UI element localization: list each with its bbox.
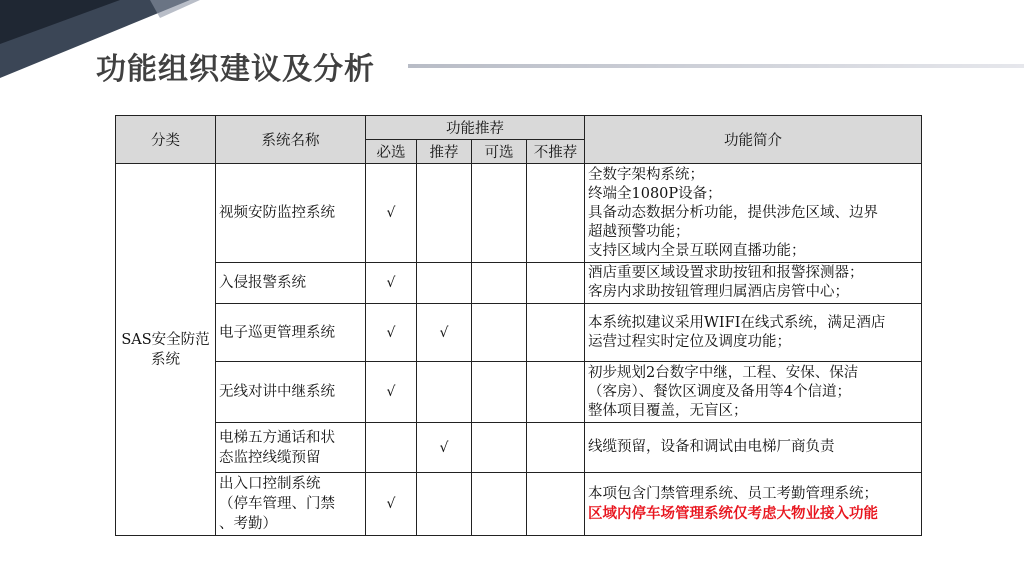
system-name: 态监控线缆预留	[219, 449, 321, 466]
category-label: 系统	[151, 351, 180, 368]
mark-not-recommended	[527, 164, 585, 263]
table-row	[116, 304, 922, 362]
mark-recommended: √	[417, 304, 472, 362]
table-row	[116, 164, 922, 263]
system-name-cell	[216, 423, 366, 473]
mark-required: √	[366, 263, 417, 304]
mark-recommended	[417, 362, 472, 423]
table-row	[116, 263, 922, 304]
system-name-cell	[216, 263, 366, 304]
mark-optional	[472, 473, 527, 536]
mark-required: √	[366, 164, 417, 263]
table-row	[116, 362, 922, 423]
description-cell	[585, 304, 922, 362]
mark-recommended	[417, 263, 472, 304]
mark-recommended: √	[417, 423, 472, 473]
header-not-recommended: 不推荐	[527, 140, 585, 164]
description-cell	[585, 263, 922, 304]
header-recommendation: 功能推荐	[366, 116, 585, 140]
title-divider	[408, 64, 1024, 68]
system-name-cell	[216, 362, 366, 423]
mark-optional	[472, 263, 527, 304]
mark-not-recommended	[527, 473, 585, 536]
system-name: 无线对讲中继系统	[219, 384, 335, 400]
description-line: 全数字架构系统；	[588, 166, 704, 183]
system-name: 电子巡更管理系统	[219, 324, 335, 341]
table-row	[116, 423, 922, 473]
mark-optional	[472, 362, 527, 423]
system-name: 电梯五方通话和状	[219, 429, 335, 446]
mark-required: √	[366, 304, 417, 362]
highlight-note: 区域内停车场管理系统仅考虑大物业接入功能	[588, 505, 878, 522]
description-line: 酒店重要区域设置求助按钮和报警探测器；	[588, 265, 864, 281]
mark-required: √	[366, 362, 417, 423]
header-optional: 可选	[472, 140, 527, 164]
description-line: 支持区域内全景互联网直播功能；	[588, 242, 806, 259]
system-name-cell	[216, 304, 366, 362]
description-line: 线缆预留，设备和调试由电梯厂商负责	[588, 439, 835, 455]
description-line: 终端全1080P设备；	[588, 185, 722, 202]
mark-required: √	[366, 473, 417, 536]
system-name: 视频安防监控系统	[219, 205, 335, 221]
mark-recommended	[417, 164, 472, 263]
system-name: 入侵报警系统	[219, 275, 306, 291]
mark-not-recommended	[527, 423, 585, 473]
description-line: 初步规划2台数字中继，工程、安保、保洁	[588, 364, 859, 381]
mark-optional	[472, 423, 527, 473]
description-cell	[585, 362, 922, 423]
description-cell	[585, 164, 922, 263]
description-line: （客房）、餐饮区调度及备用等4个信道；	[588, 383, 851, 400]
header-description: 功能简介	[585, 116, 922, 164]
mark-required	[366, 423, 417, 473]
mark-not-recommended	[527, 304, 585, 362]
system-name: 、考勤）	[219, 516, 277, 532]
description-cell	[585, 473, 922, 536]
description-line: 本项包含门禁管理系统、员工考勤管理系统；	[588, 486, 878, 502]
category-cell	[116, 164, 216, 536]
mark-optional	[472, 304, 527, 362]
mark-recommended	[417, 473, 472, 536]
description-cell	[585, 423, 922, 473]
page-title: 功能组织建议及分析	[96, 52, 375, 87]
description-line: 运营过程实时定位及调度功能；	[588, 333, 791, 350]
mark-not-recommended	[527, 263, 585, 304]
system-name: 出入口控制系统	[219, 476, 321, 492]
description-line: 具备动态数据分析功能，提供涉危区域、边界	[588, 204, 878, 221]
function-matrix-table	[115, 115, 922, 536]
header-required: 必选	[366, 140, 417, 164]
description-line: 超越预警功能；	[588, 223, 690, 240]
system-name-cell	[216, 164, 366, 263]
mark-not-recommended	[527, 362, 585, 423]
header-system-name: 系统名称	[216, 116, 366, 164]
header-recommended: 推荐	[417, 140, 472, 164]
description-line: 整体项目覆盖，无盲区；	[588, 402, 748, 419]
table-row	[116, 473, 922, 536]
system-name: （停车管理、门禁	[219, 496, 335, 512]
description-line: 客房内求助按钮管理归属酒店房管中心；	[588, 284, 849, 300]
description-line: 本系统拟建议采用WIFI在线式系统，满足酒店	[588, 314, 886, 331]
category-label: SAS安全防范	[121, 331, 210, 348]
header-category: 分类	[116, 116, 216, 164]
mark-optional	[472, 164, 527, 263]
system-name-cell	[216, 473, 366, 536]
